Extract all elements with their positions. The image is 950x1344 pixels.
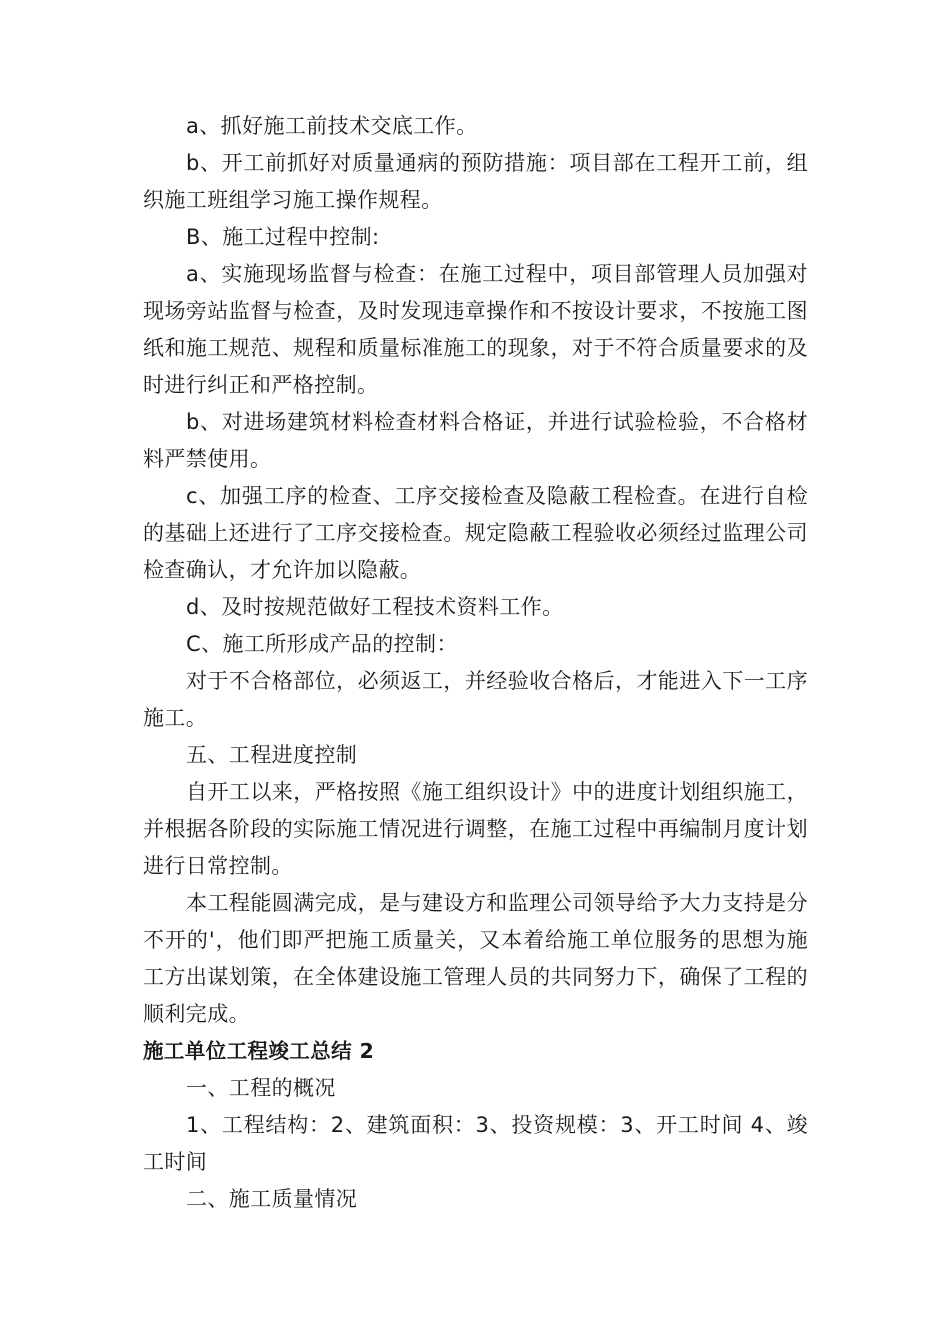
section-title: 施工单位工程竣工总结 2 <box>143 1039 375 1063</box>
document-body <box>143 108 808 1218</box>
paragraph-11: 自开工以来，严格按照《施工组织设计》中的进度计划组织施工，并根据各阶段的实际施工情况进行调整，在施工过程中再编制月度计划进行日常控制。 <box>143 780 808 878</box>
paragraph-7: d、及时按规范做好工程技术资料工作。 <box>186 595 564 619</box>
paragraph-6: c、加强工序的检查、工序交接检查及隐蔽工程检查。在进行自检的基础上还进行了工序交接检查。规定隐蔽工程验收必须经过监理公司检查确认，才允许加以隐蔽。 <box>143 484 808 582</box>
paragraph-10: 五、工程进度控制 <box>186 743 358 767</box>
paragraph-12: 本工程能圆满完成，是与建设方和监理公司领导给予大力支持是分不开的'，他们即严把施工质量关，又本着给施工单位服务的思想为施工方出谋划策，在全体建设施工管理人员的共同努力下，确保了工程的顺利完成。 <box>143 891 808 1026</box>
section-paragraph-2: 1、工程结构：2、建筑面积：3、投资规模：3、开工时间 4、竣工时间 <box>143 1113 808 1174</box>
paragraph-8: C、施工所形成产品的控制： <box>186 632 458 656</box>
paragraph-9: 对于不合格部位，必须返工，并经验收合格后，才能进入下一工序施工。 <box>143 669 808 730</box>
section-paragraph-1: 一、工程的概况 <box>186 1076 336 1100</box>
paragraph-5: b、对进场建筑材料检查材料合格证，并进行试验检验，不合格材料严禁使用。 <box>143 410 808 471</box>
paragraph-2: b、开工前抓好对质量通病的预防措施：项目部在工程开工前，组织施工班组学习施工操作规程。 <box>143 151 808 212</box>
paragraph-3: B、施工过程中控制: <box>186 225 380 249</box>
paragraph-1: a、抓好施工前技术交底工作。 <box>186 114 478 138</box>
paragraph-4: a、实施现场监督与检查：在施工过程中，项目部管理人员加强对现场旁站监督与检查，及时发现违章操作和不按设计要求，不按施工图纸和施工规范、规程和质量标准施工的现象，对于不符合质量要求的及时进行纠正和严格控制。 <box>143 262 808 397</box>
section-paragraph-3: 二、施工质量情况 <box>186 1187 358 1211</box>
